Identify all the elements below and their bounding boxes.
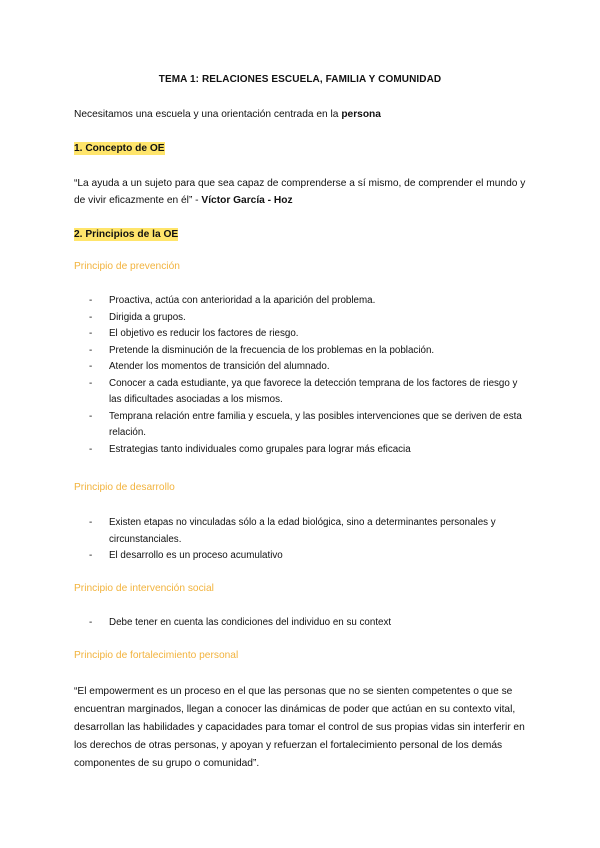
prevencion-list — [74, 293, 532, 458]
intro-bold: persona — [341, 109, 381, 120]
section-2-heading — [74, 226, 532, 243]
section-1-heading — [74, 140, 532, 157]
list-item: - Atender los momentos de transición del alumnado. — [74, 359, 532, 376]
desarrollo-list — [74, 515, 532, 565]
intervencion-heading: Principio de intervención social — [74, 583, 214, 594]
desarrollo-heading: Principio de desarrollo — [74, 482, 175, 493]
list-item: - Existen etapas no vinculadas sólo a la edad biológica, sino a determinantes personales y circunstanciales. — [74, 515, 532, 548]
concept-quote-author: Víctor García - Hoz — [201, 195, 293, 206]
list-item: - Dirigida a grupos. — [74, 310, 532, 327]
page-title: TEMA 1: RELACIONES ESCUELA, FAMILIA Y COMUNIDAD — [158, 74, 442, 85]
list-item: - Pretende la disminución de la frecuencia de los problemas en la población. — [74, 343, 532, 360]
list-item: - Proactiva, actúa con anterioridad a la aparición del problema. — [74, 293, 532, 310]
section-2-heading-text: 2. Principios de la OE — [74, 229, 179, 240]
concept-quote — [74, 175, 532, 209]
list-item: - Temprana relación entre familia y escuela, y las posibles intervenciones que se deriven de esta relación. — [74, 409, 532, 442]
list-item: - Conocer a cada estudiante, ya que favorece la detección temprana de los factores de riesgo y las dificultades asociadas a los mismos. — [74, 376, 532, 409]
prevencion-heading: Principio de prevención — [74, 261, 180, 272]
list-item: - Estrategias tanto individuales como grupales para lograr más eficacia — [74, 442, 532, 459]
intervencion-list — [74, 615, 532, 632]
list-item: - Debe tener en cuenta las condiciones del individuo en su context — [74, 615, 532, 632]
intro-paragraph — [74, 106, 532, 123]
list-item: - El objetivo es reducir los factores de riesgo. — [74, 326, 532, 343]
intro-text: Necesitamos una escuela y una orientación centrada en la — [74, 109, 342, 120]
empowerment-quote: “El empowerment es un proceso en el que las personas que no se sienten competentes o que se encuentran marginados, llegan a conocer las dinámicas de poder que actúan en su contexto vital, desarrollan las habilidades y capacidades para tomar el control de sus propias vidas sin interferir en los derechos de otras personas, y apoyan y refuerzan el fortalecimiento personal de los demás componentes de su grupo o comunidad”. — [74, 686, 525, 769]
fortalecimiento-heading: Principio de fortalecimiento personal — [74, 650, 239, 661]
list-item: - El desarrollo es un proceso acumulativo — [74, 548, 532, 565]
concept-quote-text: “La ayuda a un sujeto para que sea capaz de comprenderse a sí mismo, de comprender el mundo y de vivir eficazmente en él” - — [74, 178, 526, 206]
section-1-heading-text: 1. Concepto de OE — [74, 143, 165, 154]
